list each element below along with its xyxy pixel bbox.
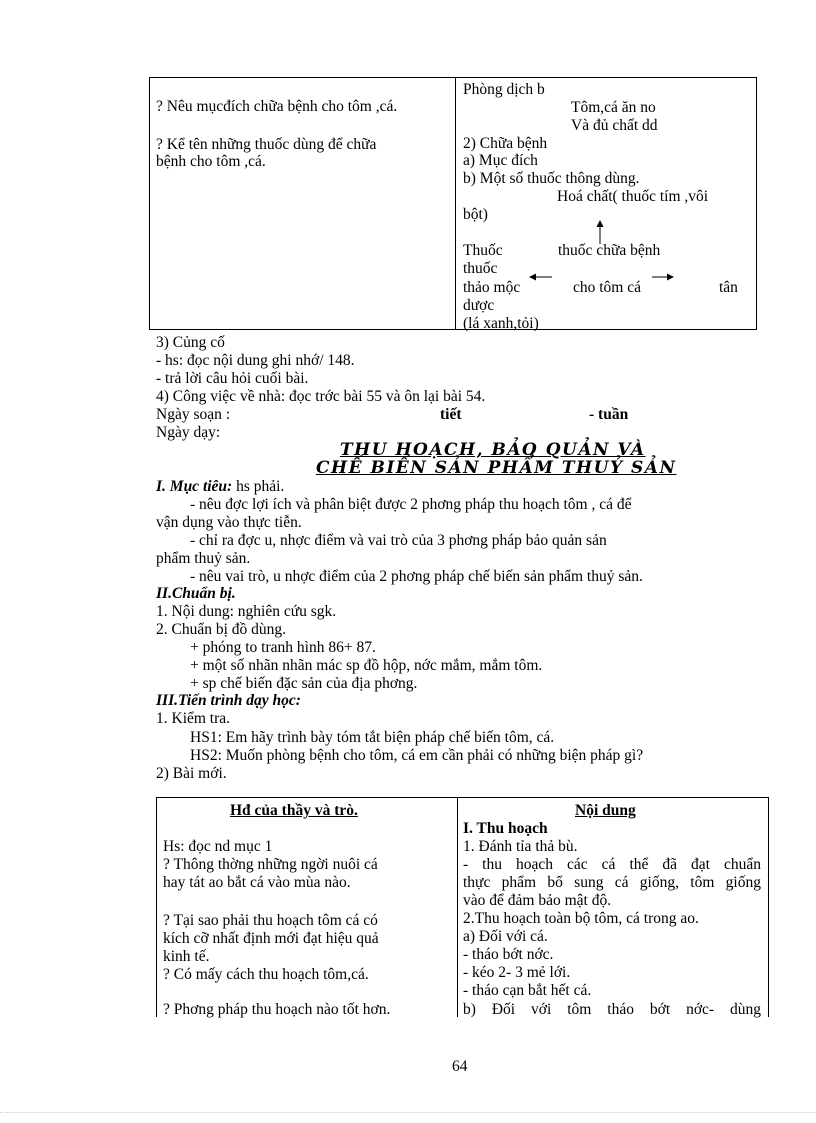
page-number: 64 bbox=[452, 1058, 468, 1075]
right-line-8: bột) bbox=[463, 206, 488, 223]
table-lesson-divider bbox=[457, 797, 458, 1017]
chuan-bi-heading: II.Chuẩn bị. bbox=[156, 585, 236, 602]
table-left-row: ? Tại sao phải thu hoạch tôm cá có bbox=[163, 912, 378, 929]
ngay-soan-label: Ngày soạn : bbox=[156, 406, 231, 423]
tien-trinh-heading: III.Tiến trình dạy học: bbox=[156, 692, 301, 709]
table-left-row: ? Thông thờng những ngời nuôi cá bbox=[163, 856, 378, 873]
ngay-day-label: Ngày dạy: bbox=[156, 424, 221, 441]
bai-moi: 2) Bài mới. bbox=[156, 765, 227, 782]
right-line-7: Hoá chất( thuốc tím ,vôi bbox=[557, 188, 709, 205]
muc-tieu-1b: vận dụng vào thực tiễn. bbox=[156, 514, 302, 531]
table-right-row: - tháo bớt nớc. bbox=[463, 946, 554, 963]
muc-tieu-2a: - chỉ ra đợc u, nhợc điểm và vai trò của 3 phơng pháp bảo quản sản bbox=[190, 532, 607, 549]
question-purpose: ? Nêu mụcđích chữa bệnh cho tôm ,cá. bbox=[156, 98, 398, 115]
page-bottom-divider bbox=[0, 1112, 816, 1113]
cung-co-heading: 3) Củng cố bbox=[156, 334, 225, 351]
table-right-row: 1. Đánh tỉa thả bù. bbox=[463, 838, 578, 855]
right-line-2: Tôm,cá ăn no bbox=[571, 99, 656, 116]
diagram-la-xanh: (lá xanh,tỏi) bbox=[463, 315, 539, 332]
right-line-1: Phòng dịch b bbox=[463, 81, 545, 98]
question-medicines-line2: bệnh cho tôm ,cá. bbox=[156, 153, 266, 170]
lesson-title-line-1: THU HOẠCH, BẢO QUẢN VÀ bbox=[340, 440, 646, 460]
cung-co-item-1: - hs: đọc nội dung ghi nhớ/ 148. bbox=[156, 352, 355, 369]
cung-co-item-2: - trả lời câu hỏi cuối bài. bbox=[156, 370, 309, 387]
muc-tieu-2b: phẩm thuỷ sản. bbox=[156, 550, 251, 567]
chuan-bi-1: 1. Nội dung: nghiên cứu sgk. bbox=[156, 603, 337, 620]
diagram-cho-tom-ca: cho tôm cá bbox=[573, 279, 642, 296]
question-medicines-line1: ? Kể tên những thuốc dùng để chữa bbox=[156, 136, 377, 153]
table-left-row: Hs: đọc nd mục 1 bbox=[163, 838, 273, 855]
tiet-label: tiết bbox=[440, 406, 462, 423]
table-right-row: vào để đảm bảo mật độ. bbox=[463, 892, 612, 909]
table-left-row: kinh tế. bbox=[163, 948, 210, 965]
diagram-duoc: dược bbox=[463, 297, 495, 314]
right-line-3: Và đủ chất dd bbox=[571, 117, 658, 134]
table-right-row: - kéo 2- 3 mẻ lới. bbox=[463, 964, 571, 981]
diagram-thuoc-chua-benh: thuốc chữa bệnh bbox=[558, 242, 661, 259]
table-head-right: Nội dung bbox=[575, 802, 636, 819]
muc-tieu-1a: - nêu đợc lợi ích và phân biệt được 2 phơng pháp thu hoạch tôm , cá để bbox=[190, 496, 632, 513]
muc-tieu bbox=[156, 478, 284, 496]
table-right-row: - thu hoạch các cá thể đã đạt chuẩn bbox=[463, 856, 761, 873]
table-left-row: ? Có mấy cách thu hoạch tôm,cá. bbox=[163, 966, 369, 983]
chuan-bi-2c: + sp chế biến đặc sản của địa phơng. bbox=[190, 675, 418, 692]
homework: 4) Công việc về nhà: đọc trớc bài 55 và ôn lại bài 54. bbox=[156, 388, 486, 405]
chuan-bi-2: 2. Chuẩn bị đồ dùng. bbox=[156, 621, 287, 638]
right-line-5: a) Mục đích bbox=[463, 152, 538, 169]
table-left-row: ? Phơng pháp thu hoạch nào tốt hơn. bbox=[163, 1001, 391, 1018]
kiem-tra-hs1: HS1: Em hãy trình bày tóm tắt biện pháp chế biến tôm, cá. bbox=[190, 729, 555, 746]
diagram-tan: tân bbox=[719, 279, 738, 296]
table-right-row: b) Đối với tôm tháo bớt nớc- dùng bbox=[463, 1001, 761, 1018]
diagram-thuoc: Thuốc bbox=[463, 242, 503, 259]
table-right-row: 2.Thu hoạch toàn bộ tôm, cá trong ao. bbox=[463, 910, 699, 927]
table-right-title: I. Thu hoạch bbox=[463, 820, 548, 837]
chuan-bi-2b: + một số nhãn nhãn mác sp đồ hộp, nớc mắm, mắm tôm. bbox=[190, 657, 543, 674]
right-line-6: b) Một số thuốc thông dùng. bbox=[463, 170, 640, 187]
chuan-bi-2a: + phóng to tranh hình 86+ 87. bbox=[190, 639, 376, 656]
lesson-title-line-2: CHẾ BIẾN SẢN PHẨM THUỶ SẢN bbox=[316, 458, 677, 478]
table-head-left: Hđ của thầy và trò. bbox=[230, 802, 358, 819]
table-right-row: - tháo cạn bắt hết cá. bbox=[463, 982, 592, 999]
diagram-thao-moc: thảo mộc bbox=[463, 279, 521, 296]
table-left-row: kích cỡ nhất định mới đạt hiệu quả bbox=[163, 930, 379, 947]
diagram-thuoc-2: thuốc bbox=[463, 260, 498, 277]
muc-tieu-label: I. Mục tiêu: bbox=[156, 478, 233, 495]
tuan-label: - tuần bbox=[589, 406, 629, 423]
right-line-4: 2) Chữa bệnh bbox=[463, 135, 548, 152]
table-left-row: hay tát ao bắt cá vào mùa nào. bbox=[163, 874, 351, 891]
muc-tieu-3: - nêu vai trò, u nhợc điểm của 2 phơng pháp chế biến sản phẩm thuỷ sản. bbox=[190, 568, 643, 585]
kiem-tra: 1. Kiểm tra. bbox=[156, 710, 231, 727]
muc-tieu-text: hs phải. bbox=[232, 478, 285, 495]
table-right-row: a) Đối với cá. bbox=[463, 928, 548, 945]
table-right-row: thực phẩm bổ sung cá giống, tôm giống bbox=[463, 874, 761, 891]
kiem-tra-hs2: HS2: Muốn phòng bệnh cho tôm, cá em cần phải có những biện pháp gì? bbox=[190, 747, 644, 764]
